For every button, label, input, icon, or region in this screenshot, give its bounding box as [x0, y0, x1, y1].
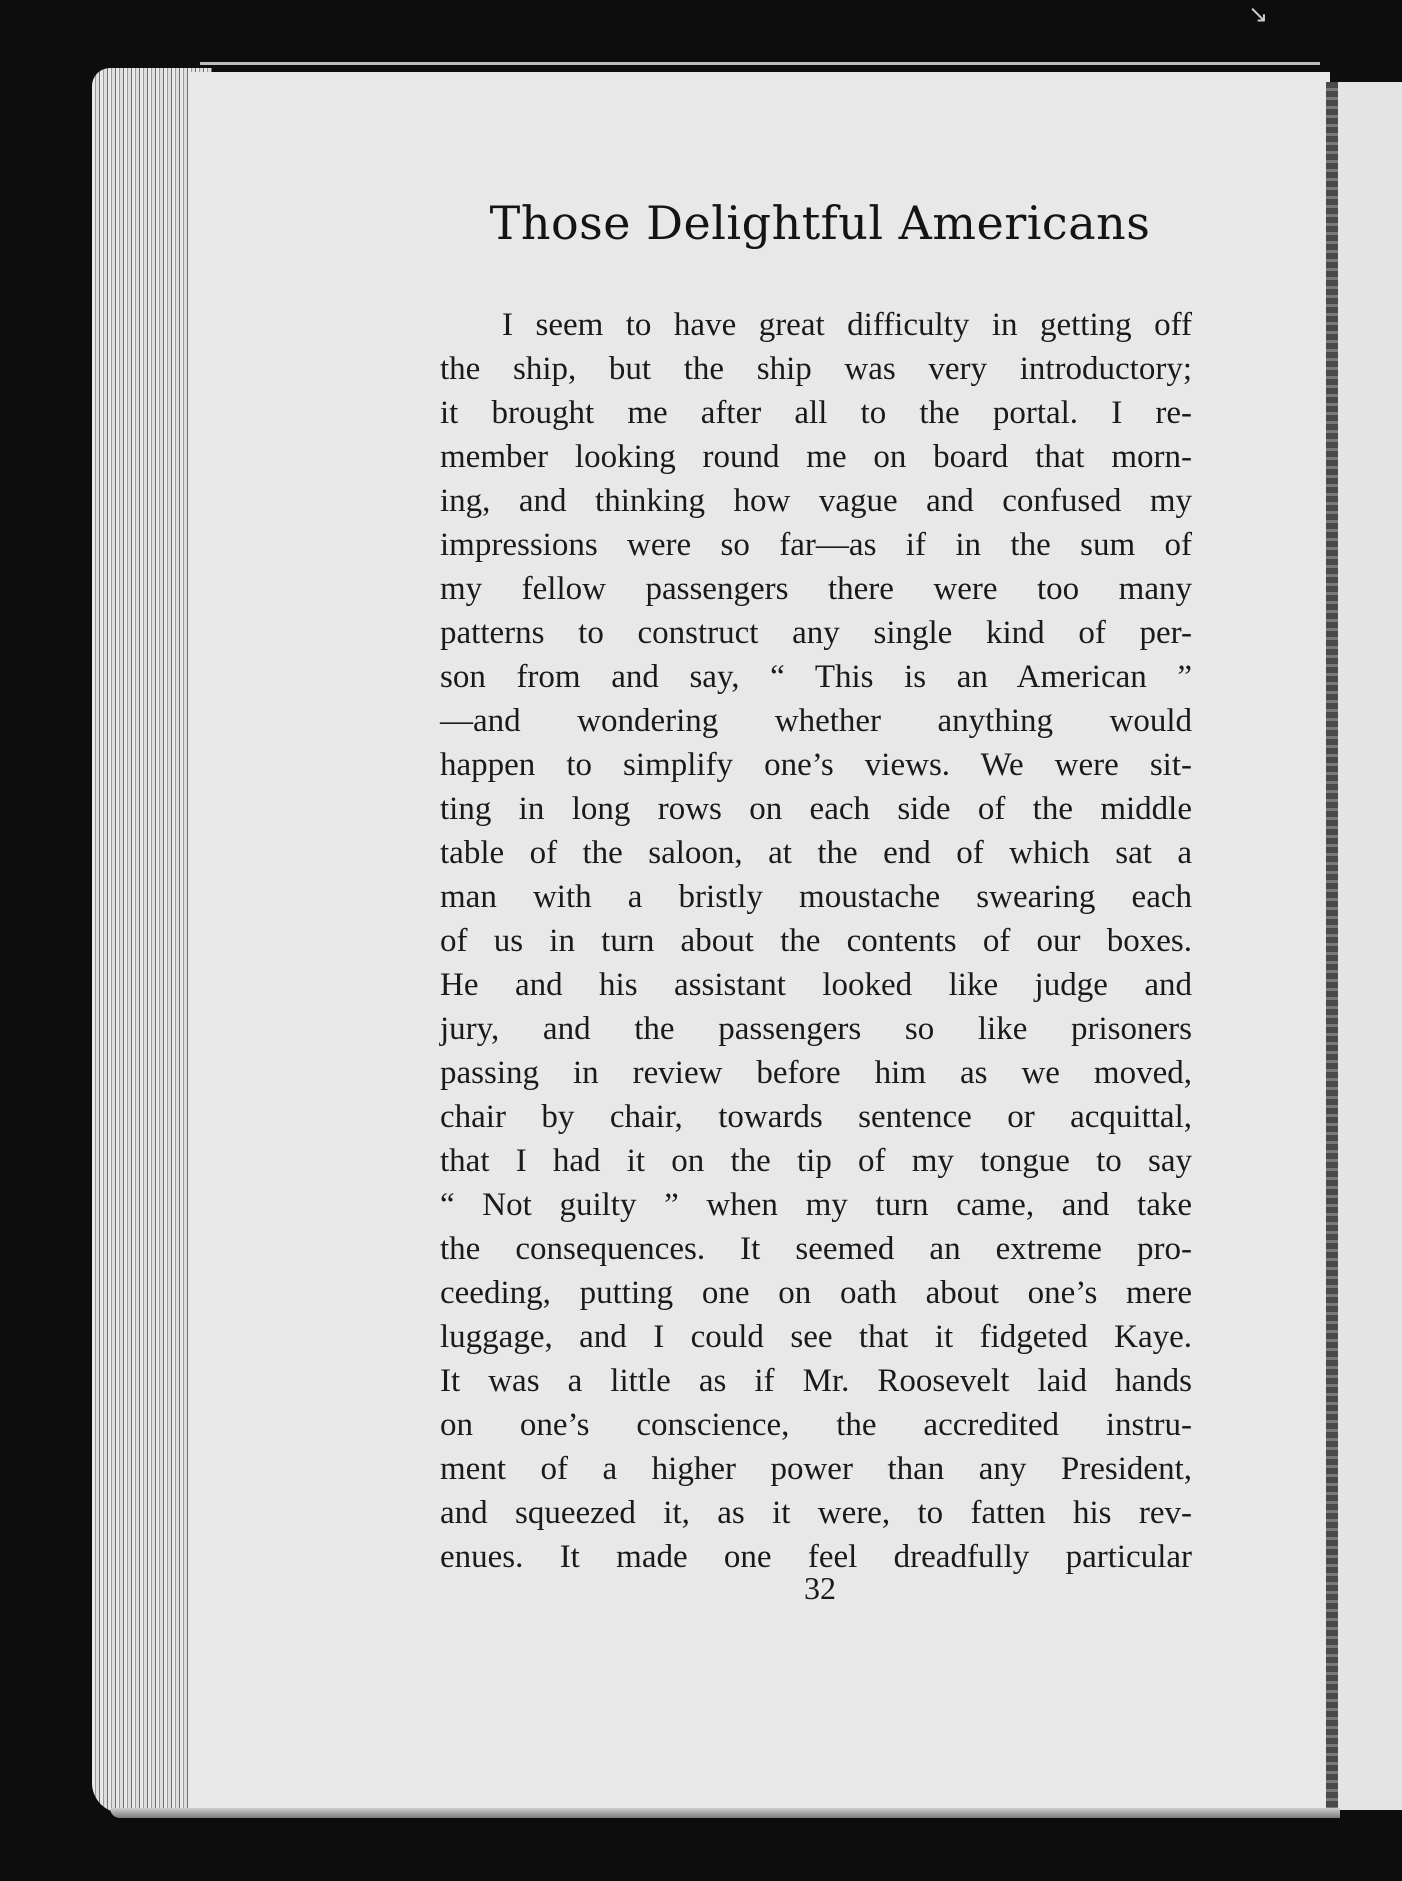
text-line: member looking round me on board that morn-	[440, 439, 1192, 475]
page-top-edge	[200, 62, 1320, 65]
text-line: ceeding, putting one on oath about one’s mere	[440, 1275, 1192, 1311]
text-line: ment of a higher power than any President,	[440, 1451, 1192, 1487]
text-line: I seem to have great difficulty in getting off	[502, 307, 1192, 343]
text-line: of us in turn about the contents of our boxes.	[440, 923, 1192, 959]
page-bottom-edge	[110, 1808, 1340, 1818]
scan-artifact-icon: ↘	[1248, 0, 1269, 28]
text-line: He and his assistant looked like judge and	[440, 967, 1192, 1003]
adjacent-page-sliver	[1338, 82, 1402, 1810]
text-line: passing in review before him as we moved,	[440, 1055, 1192, 1091]
text-line: jury, and the passengers so like prisoners	[440, 1011, 1192, 1047]
body-text	[440, 303, 1192, 1579]
page-number: 32	[804, 1570, 836, 1606]
text-line: the ship, but the ship was very introductory;	[440, 351, 1192, 387]
text-line: the consequences. It seemed an extreme pro-	[440, 1231, 1192, 1267]
text-line: it brought me after all to the portal. I re-	[440, 395, 1192, 431]
text-line: “ Not guilty ” when my turn came, and take	[440, 1187, 1192, 1223]
text-line: patterns to construct any single kind of per-	[440, 615, 1192, 651]
text-line: chair by chair, towards sentence or acquittal,	[440, 1099, 1192, 1135]
text-line: enues. It made one feel dreadfully particular	[440, 1539, 1192, 1575]
text-line: and squeezed it, as it were, to fatten his rev-	[440, 1495, 1192, 1531]
binding-gutter	[1326, 82, 1338, 1810]
text-line: that I had it on the tip of my tongue to say	[440, 1143, 1192, 1179]
text-line: happen to simplify one’s views. We were sit-	[440, 747, 1192, 783]
text-line: my fellow passengers there were too many	[440, 571, 1192, 607]
text-line: ting in long rows on each side of the middle	[440, 791, 1192, 827]
text-line: table of the saloon, at the end of which sat a	[440, 835, 1192, 871]
text-line: ing, and thinking how vague and confused my	[440, 483, 1192, 519]
running-head: Those Delightful Americans	[489, 196, 1151, 250]
text-line: man with a bristly moustache swearing each	[440, 879, 1192, 915]
text-line: on one’s conscience, the accredited instru-	[440, 1407, 1192, 1443]
text-line: —and wondering whether anything would	[440, 703, 1192, 739]
text-line: son from and say, “ This is an American ”	[440, 659, 1192, 695]
text-line: It was a little as if Mr. Roosevelt laid hands	[440, 1363, 1192, 1399]
text-line: luggage, and I could see that it fidgeted Kaye.	[440, 1319, 1192, 1355]
text-line: impressions were so far—as if in the sum of	[440, 527, 1192, 563]
